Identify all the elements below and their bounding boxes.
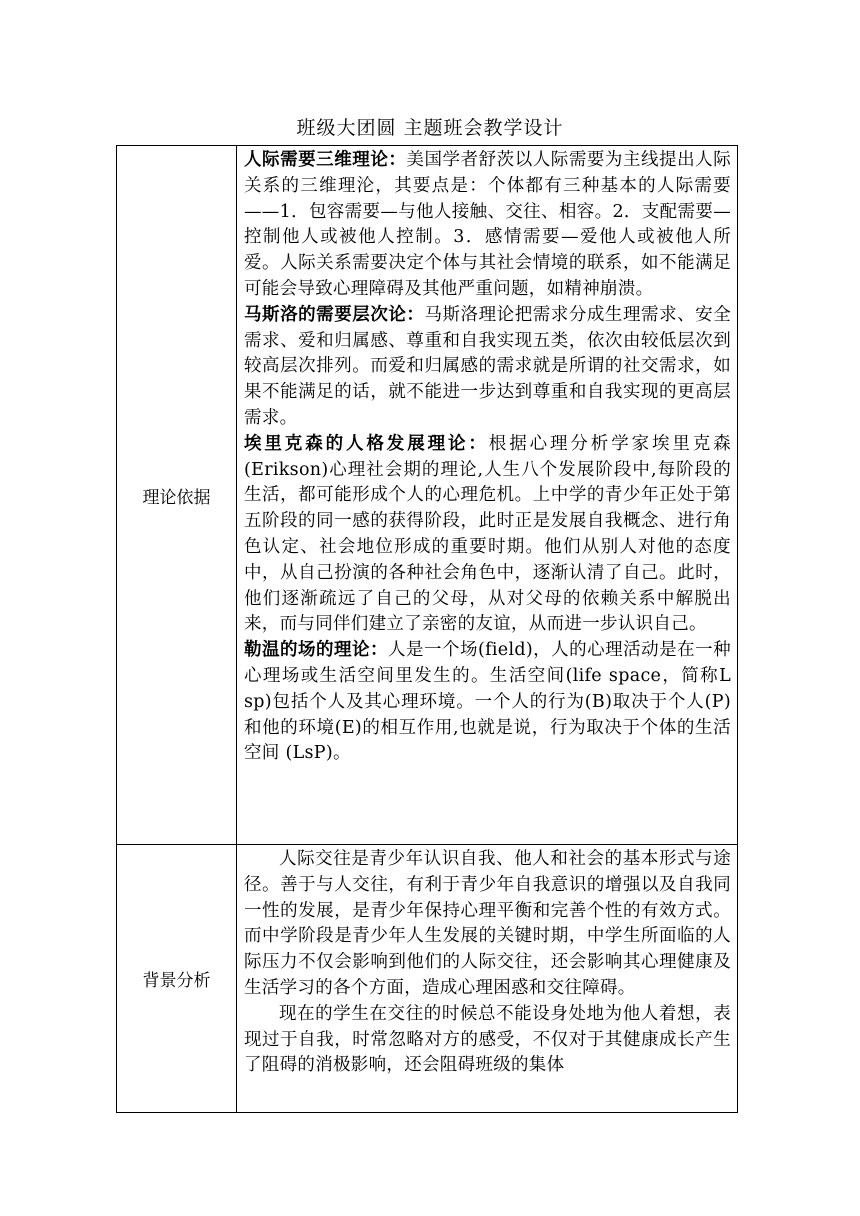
background-paragraph: 现在的学生在交往的时候总不能设身处地为他人着想，表现过于自我，时常忽略对方的感受，不仅对于其健康成长产生了阻碍的消极影响，还会阻碍班级的集体 — [244, 1003, 731, 1076]
table-row-background — [117, 845, 738, 1113]
theory-text: 人是一个场(field)，人的心理活动是在一种心理场或生活空间里发生的。生活空间(life space，简称L sp)包括个人及其心理环境。一个人的行为(B)取决于个人(P)和他的环境(E)的相互作用,也就是说，行为取决于个体的生活空间 (LsP)。 — [244, 640, 731, 764]
theory-heading: 马斯洛的需要层次论： — [244, 304, 425, 325]
row-content-background — [237, 845, 738, 1113]
theory-heading: 勒温的场的理论： — [244, 640, 388, 661]
theory-paragraph — [244, 432, 731, 638]
theory-paragraph — [244, 638, 731, 767]
theory-heading: 埃里克森的人格发展理论： — [244, 433, 489, 454]
row-label-background: 背景分析 — [117, 845, 237, 1113]
theory-text: 美国学者舒茨以人际需要为主线提出人际关系的三维理沦，其要点是：个体都有三种基本的人际需要——1．包容需要—与他人接触、交往、相容。2．支配需要—控制他人或被他人控制。3．感情需要—爱他人或被他人所爱。人际关系需要决定个体与其社会情境的联系，如不能满足可能会导致心理障碍及其他严重问题，如精神崩溃。 — [244, 150, 731, 299]
document-title: 班级大团圆 主题班会教学设计 — [296, 117, 564, 139]
theory-paragraph — [244, 148, 731, 303]
row-content-theory — [237, 146, 738, 845]
theory-paragraph — [244, 303, 731, 432]
table-row-theory — [117, 146, 738, 845]
row-label-theory: 理论依据 — [117, 146, 237, 845]
theory-text: 根据心理分析学家埃里克森(Erikson)心理社会期的理论,人生八个发展阶段中,每阶段的生活，都可能形成个人的心理危机。上中学的青少年正处于第五阶段的同一感的获得阶段，此时正是发展自我概念、进行角色认定、社会地位形成的重要时期。他们从别人对他的态度中，从自己扮演的各种社会角色中，逐渐认清了自己。此时，他们逐渐疏远了自己的父母，从对父母的依赖关系中解脱出来，而与同伴们建立了亲密的友谊，从而进一步认识自己。 — [244, 433, 731, 635]
design-table — [116, 145, 738, 1113]
theory-text: 马斯洛理论把需求分成生理需求、安全需求、爱和归属感、尊重和自我实现五类，依次由较低层次到较高层次排列。而爱和归属感的需求就是所谓的社交需求，如果不能满足的话，就不能进一步达到尊重和自我实现的更高层需求。 — [244, 304, 731, 428]
theory-heading: 人际需要三维理论： — [244, 150, 407, 170]
background-paragraph: 人际交往是青少年认识自我、他人和社会的基本形式与途径。善于与人交往，有利于青少年自我意识的增强以及自我同一性的发展，是青少年保持心理平衡和完善个性的有效方式。而中学阶段是青少年人生发展的关键时期，中学生所面临的人际压力不仅会影响到他们的人际交往，还会影响其心理健康及生活学习的各个方面，造成心理困惑和交往障碍。 — [244, 849, 731, 998]
